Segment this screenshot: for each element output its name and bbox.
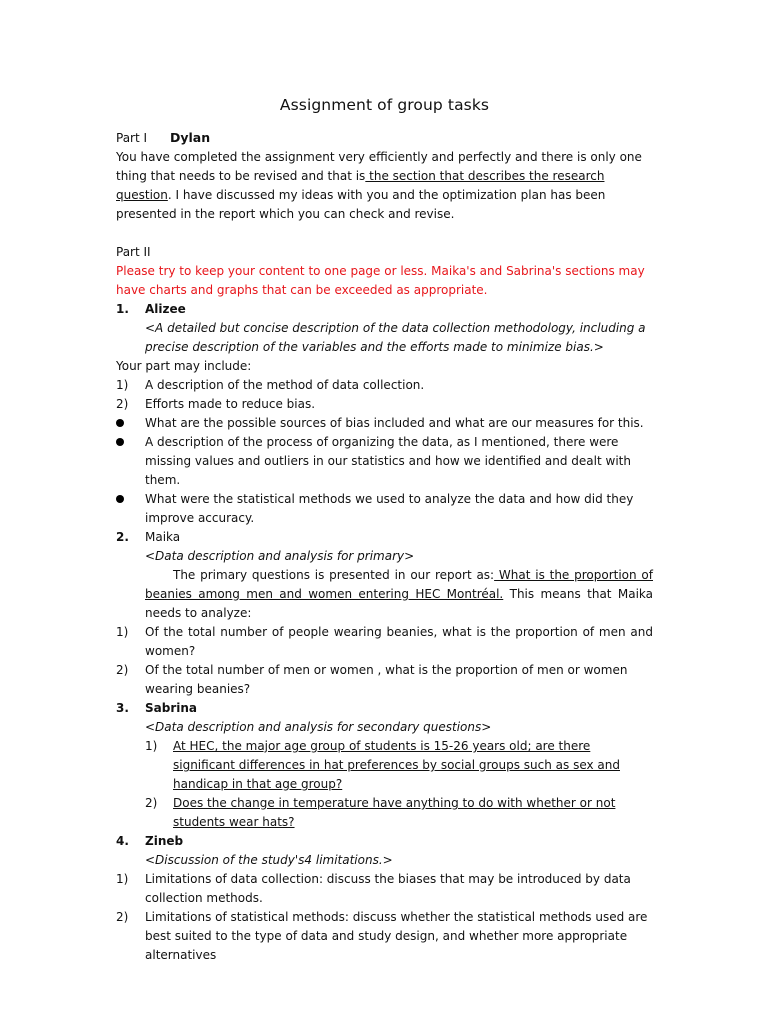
section-2-paragraph	[116, 566, 653, 623]
list-text: What are the possible sources of bias included and what are our measures for this.	[145, 416, 644, 430]
list-item	[116, 661, 653, 699]
section-1-description: <A detailed but concise description of the data collection methodology, including a precise description of the variables and the efforts made to minimize bias.>	[145, 321, 646, 354]
list-text: Limitations of data collection: discuss the biases that may be introduced by data collection methods.	[145, 872, 631, 905]
document-page	[116, 96, 653, 965]
section-3-description: <Data description and analysis for secondary questions>	[145, 720, 492, 734]
bullet-dot-icon	[116, 438, 124, 446]
list-text: Of the total number of men or women , what is the proportion of men or women wearing beanies?	[145, 663, 628, 696]
section-3-name: Sabrina	[145, 701, 198, 715]
section-4-number: 4.	[116, 834, 129, 848]
section-3-number: 3.	[116, 701, 129, 715]
section-4-description: <Discussion of the study's4 limitations.>	[145, 853, 393, 867]
list-item	[116, 870, 653, 908]
section-1-heading	[116, 300, 653, 319]
section-2-underlined-text: What is the proportion of beanies among men and women entering HEC Montréal.	[145, 568, 653, 601]
section-2-text-a: The primary questions is presented in our report as:	[173, 568, 495, 582]
part1-paragraph	[116, 148, 653, 224]
list-text: Of the total number of people wearing beanies, what is the proportion of men and women?	[145, 625, 653, 658]
list-marker: 2)	[145, 796, 158, 810]
list-item	[116, 490, 653, 528]
list-marker: 2)	[116, 910, 129, 924]
bullet-marker	[116, 414, 145, 433]
bullet-dot-icon	[116, 419, 124, 427]
list-item	[116, 376, 653, 395]
list-marker: 2)	[116, 663, 129, 677]
section-3-heading	[116, 699, 653, 718]
bullet-dot-icon	[116, 495, 124, 503]
part1-label: Part I	[116, 131, 148, 145]
list-item	[116, 414, 653, 433]
section-2-name: Maika	[145, 530, 181, 544]
section-2-text-b: This means that Maika needs to analyze:	[145, 587, 653, 620]
list-marker: 1)	[145, 739, 158, 753]
list-text: Efforts made to reduce bias.	[145, 397, 316, 411]
section-1-name: Alizee	[145, 302, 186, 316]
section-4-heading	[116, 832, 653, 851]
section-2-description: <Data description and analysis for primary>	[145, 549, 415, 563]
bullet-marker	[116, 433, 145, 490]
part1-text-b: . I have discussed my ideas with you and the optimization plan has been presented in the report which you can check and revise.	[116, 188, 606, 221]
list-text: A description of the method of data collection.	[145, 378, 425, 392]
list-item	[116, 794, 653, 832]
list-item	[116, 395, 653, 414]
list-marker: 1)	[116, 625, 129, 639]
part1-name: Dylan	[170, 130, 211, 145]
part1-text-a: You have completed the assignment very efficiently and perfectly and there is only one thing that needs to be revised and that is	[116, 150, 642, 183]
list-item	[116, 908, 653, 965]
bullet-marker	[116, 490, 145, 528]
list-text: At HEC, the major age group of students is 15-26 years old; are there significant differences in hat preferences by social groups such as sex and handicap in that age group?	[173, 739, 620, 791]
part1-underlined-text: the section that describes the research question	[116, 169, 605, 202]
list-marker: 1)	[116, 378, 129, 392]
part2-note: Please try to keep your content to one page or less. Maika's and Sabrina's sections may have charts and graphs that can be exceeded as appropriate.	[116, 264, 645, 297]
list-text: Does the change in temperature have anything to do with whether or not students wear hats?	[173, 796, 616, 829]
list-item	[116, 433, 653, 490]
spacer	[116, 224, 653, 243]
list-item	[116, 737, 653, 794]
list-text: A description of the process of organizing the data, as I mentioned, there were missing values and outliers in our statistics and how we identified and dealt with them.	[145, 435, 631, 487]
list-marker: 2)	[116, 397, 129, 411]
list-text: What were the statistical methods we used to analyze the data and how did they improve accuracy.	[145, 492, 634, 525]
part1-heading	[116, 128, 653, 148]
section-1-intro: Your part may include:	[116, 359, 252, 373]
list-item	[116, 623, 653, 661]
list-marker: 1)	[116, 872, 129, 886]
section-1-number: 1.	[116, 302, 129, 316]
section-2-number: 2.	[116, 530, 129, 544]
part2-label: Part II	[116, 245, 151, 259]
section-2-heading	[116, 528, 653, 547]
document-title: Assignment of group tasks	[279, 96, 490, 114]
section-4-name: Zineb	[145, 834, 184, 848]
list-text: Limitations of statistical methods: discuss whether the statistical methods used are best suited to the type of data and study design, and whether more appropriate alternatives	[145, 910, 648, 962]
